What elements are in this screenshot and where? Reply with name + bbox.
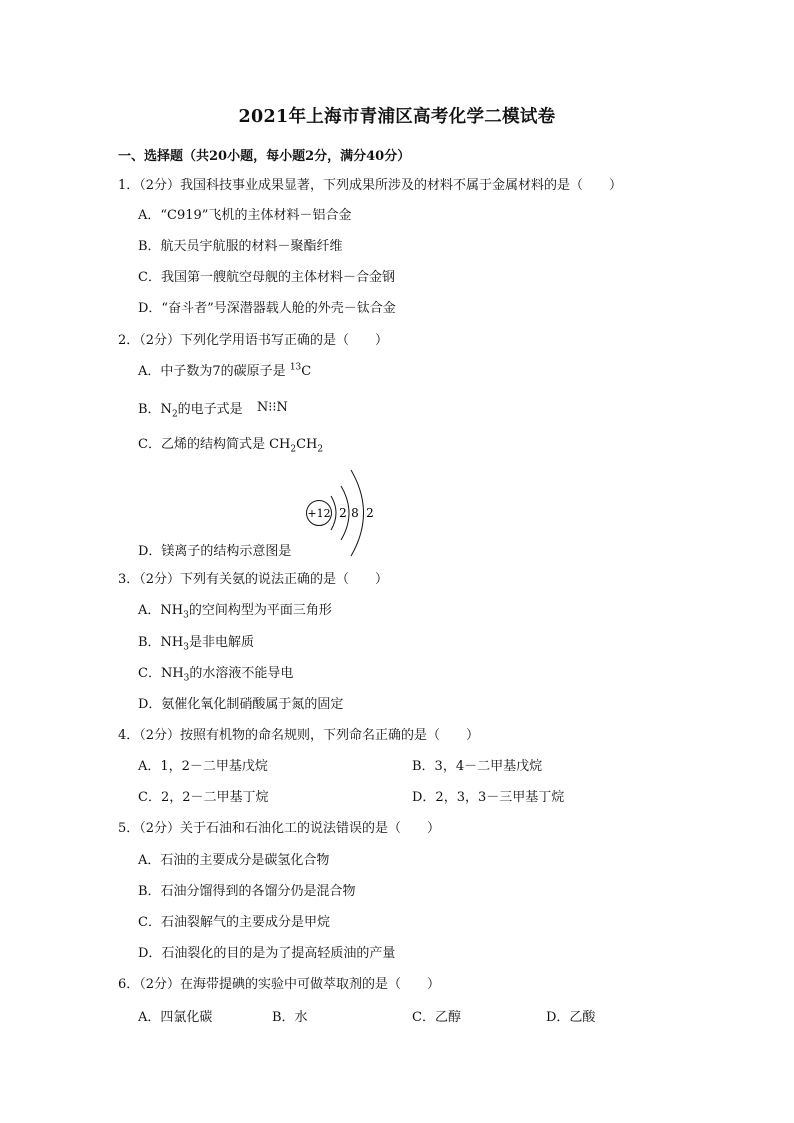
question-6-option-c: C．乙醇	[412, 1010, 461, 1025]
page-title: 2021年上海市青浦区高考化学二模试卷	[238, 107, 556, 127]
shell-1-electrons: 2	[339, 506, 347, 520]
option-a-text: A．中子数为7的碳原子是	[138, 364, 286, 379]
option-c-mid: CH	[296, 437, 318, 452]
question-1-stem: 1．（2分）我国科技事业成果显著，下列成果所涉及的材料不属于金属材料的是（ ）	[118, 178, 623, 193]
q3-a-suffix: 的空间构型为平面三角形	[188, 603, 332, 618]
shell-3-electrons: 2	[366, 506, 374, 520]
q3-b-sub: 3	[183, 642, 189, 653]
question-3-option-a	[138, 603, 332, 619]
q3-b-prefix: B．NH	[138, 635, 184, 650]
mass-number: 13	[289, 362, 302, 373]
question-2-option-d: D．镁离子的结构示意图是	[138, 544, 292, 559]
question-5-option-d: D．石油裂化的目的是为了提高轻质油的产量	[138, 946, 396, 961]
q3-b-suffix: 是非电解质	[189, 635, 255, 650]
question-2-option-c	[138, 437, 323, 453]
question-6-option-b: B．水	[272, 1010, 308, 1025]
question-6-stem: 6．（2分）在海带提碘的实验中可做萃取剂的是（ ）	[118, 977, 441, 992]
question-5-option-a: A．石油的主要成分是碳氢化合物	[138, 853, 330, 868]
electron-formula: N⁝⁝N	[256, 400, 288, 415]
q3-c-suffix: 的水溶液不能导电	[189, 666, 294, 681]
question-5-option-b: B．石油分馏得到的各馏分仍是混合物	[138, 884, 356, 899]
q3-c-sub: 3	[183, 673, 190, 684]
q3-a-sub: 3	[183, 610, 189, 621]
section-heading: 一、选择题（共20小题，每小题2分，满分40分）	[118, 149, 411, 164]
question-1-option-c: C．我国第一艘航空母舰的主体材料－合金钢	[138, 270, 395, 285]
option-c-sub1: 2	[290, 444, 297, 455]
option-b-subscript: 2	[171, 409, 178, 420]
question-1-option-b: B．航天员宇航服的材料－聚酯纤维	[138, 239, 343, 254]
question-4-stem: 4．（2分）按照有机物的命名规则，下列命名正确的是（ ）	[118, 728, 480, 743]
option-c-sub2: 2	[317, 444, 324, 455]
nucleus-charge: +12	[307, 507, 331, 520]
question-2-option-b	[138, 402, 288, 418]
question-4-option-a: A．1，2－二甲基戊烷	[138, 759, 268, 774]
option-b-suffix: 的电子式是	[177, 402, 243, 417]
question-2-stem: 2．（2分）下列化学用语书写正确的是（ ）	[118, 333, 389, 348]
question-5-option-c: C．石油裂解气的主要成分是甲烷	[138, 915, 330, 930]
question-2-option-a	[138, 364, 311, 380]
question-6-option-a: A．四氯化碳	[138, 1010, 213, 1025]
question-3-stem: 3．（2分）下列有关氨的说法正确的是（ ）	[118, 572, 389, 587]
q3-c-prefix: C．NH	[138, 666, 184, 681]
option-c-text: C．乙烯的结构简式是 CH	[138, 437, 291, 452]
question-3-option-b	[138, 635, 254, 651]
question-4-option-d: D．2，3，3－三甲基丁烷	[412, 790, 565, 805]
question-4-option-b: B．3，4－二甲基戊烷	[412, 759, 543, 774]
element-symbol: C	[301, 364, 312, 379]
question-5-stem: 5．（2分）关于石油和石油化工的说法错误的是（ ）	[118, 821, 441, 836]
question-4-option-c: C．2，2－二甲基丁烷	[138, 790, 269, 805]
question-3-option-d: D．氨催化氧化制硝酸属于氮的固定	[138, 697, 344, 712]
question-1-option-a: A．“C919”飞机的主体材料－铝合金	[138, 208, 352, 223]
question-1-option-d: D．“奋斗者”号深潜器载人舱的外壳－钛合金	[138, 301, 396, 316]
q3-a-prefix: A．NH	[138, 603, 184, 618]
option-b-prefix: B．N	[138, 402, 172, 417]
question-6-option-d: D．乙酸	[546, 1010, 596, 1025]
question-3-option-c	[138, 666, 293, 682]
magnesium-ion-structure-diagram	[298, 462, 398, 562]
shell-2-electrons: 8	[351, 506, 359, 520]
